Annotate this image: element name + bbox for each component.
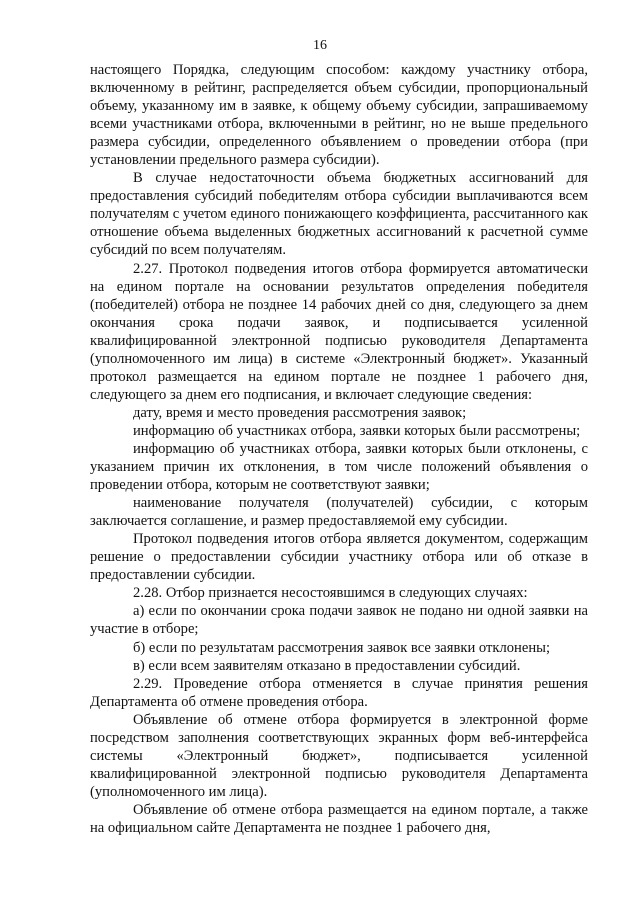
- paragraph-cancellation-publish: Объявление об отмене отбора размещается на едином портале, а также на официальном сайте Департамента не позднее 1 рабочего дня,: [90, 801, 588, 836]
- paragraph-budget-shortfall: В случае недостаточности объема бюджетных ассигнований для предоставления субсидий победителям отбора субсидии выплачиваются всем получателям с учетом единого понижающего коэффициента, рассчитанного как отношение объема выделенных бюджетных ассигнований к расчетной сумме субсидий по всем получателям.: [90, 170, 588, 259]
- list-item-recipient-name: наименование получателя (получателей) субсидии, с которым заключается соглашение, и размер предоставляемой ему субсидии.: [90, 495, 588, 530]
- document-body: [90, 61, 588, 837]
- list-item-rejected-participants: информацию об участниках отбора, заявки которых были отклонены, с указанием причин их отклонения, в том числе положений объявления о проведении отбора, которым не соответствуют заявки;: [90, 440, 588, 494]
- page-number: 16: [313, 38, 327, 53]
- paragraph-continuation: настоящего Порядка, следующим способом: каждому участнику отбора, включенному в рейтинг, распределяется объем субсидии, пропорциональный объему, указанному им в заявке, к общему объему субсидии, запрашиваемому всеми участниками отбора, включенными в рейтинг, но не выше предельного размера субсидии, определенного объявлением о проведении отбора (при установлении предельного размера субсидии).: [90, 62, 588, 169]
- paragraph-protocol-decision: Протокол подведения итогов отбора является документом, содержащим решение о предоставлении субсидии участнику отбора или об отказе в предоставлении субсидии.: [90, 531, 588, 584]
- list-item-case-b: б) если по результатам рассмотрения заявок все заявки отклонены;: [133, 639, 551, 656]
- list-item-case-c: в) если всем заявителям отказано в предоставлении субсидий.: [133, 657, 521, 674]
- list-item-date-time-place: дату, время и место проведения рассмотрения заявок;: [133, 404, 467, 421]
- paragraph-2-28: 2.28. Отбор признается несостоявшимся в следующих случаях:: [133, 585, 528, 602]
- paragraph-2-27: 2.27. Протокол подведения итогов отбора формируется автоматически на едином портале на основании результатов определения победителя (победителей) отбора не позднее 14 рабочих дней со дня, следующего за днем окончания срока подачи заявок, и подписывается усиленной квалифицированной электронной подписью руководителя Департамента (уполномоченного им лица) в системе «Электронный бюджет». Указанный протокол размещается на едином портале не позднее 1 рабочего дня, следующего за днем его подписания, и включает следующие сведения:: [90, 260, 588, 403]
- list-item-reviewed-participants: информацию об участниках отбора, заявки которых были рассмотрены;: [133, 422, 581, 439]
- paragraph-2-29: 2.29. Проведение отбора отменяется в случае принятия решения Департамента об отмене проведения отбора.: [90, 675, 588, 710]
- list-item-case-a: а) если по окончании срока подачи заявок не подано ни одной заявки на участие в отборе;: [90, 603, 588, 638]
- paragraph-cancellation-form: Объявление об отмене отбора формируется в электронной форме посредством заполнения соответствующих экранных форм веб-интерфейса системы «Электронный бюджет», подписывается усиленной квалифицированной электронной подписью руководителя Департамента (уполномоченного им лица).: [90, 711, 588, 800]
